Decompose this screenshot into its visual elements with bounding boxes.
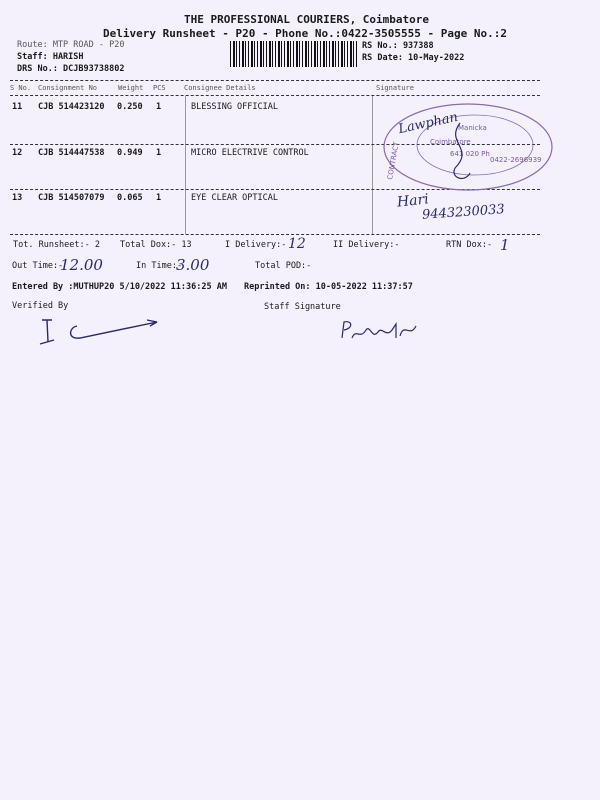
barcode-image [230, 41, 358, 67]
ii-delivery: II Delivery:- [333, 240, 400, 250]
row-consignee: BLESSING OFFICIAL [191, 102, 278, 112]
col-consignment: Consignment No [38, 84, 98, 92]
rs-date: RS Date: 10-May-2022 [362, 53, 465, 63]
reprinted-on: Reprinted On: 10-05-2022 11:37:57 [244, 282, 413, 292]
entered-by: Entered By :MUTHUP20 5/10/2022 11:36:25 AM [12, 282, 227, 292]
out-time: Out Time:- [12, 261, 64, 271]
rtn-dox-value: 1 [500, 236, 510, 254]
signature-row-13-name: Hari [396, 191, 430, 211]
column-rule [372, 96, 373, 234]
drs-number: DRS No.: DCJB93738802 [17, 64, 125, 74]
col-weight: Weight [118, 84, 144, 92]
out-time-value: 12.00 [60, 256, 103, 274]
i-delivery-value: 12 [288, 236, 306, 252]
stamp-ring-text: CONTRACT [386, 141, 401, 181]
row-weight: 0.949 [117, 148, 143, 158]
row-pcs: 1 [156, 102, 162, 112]
stamp-line-1: Manicka [458, 124, 487, 132]
divider [10, 234, 540, 235]
staff-signature [338, 316, 423, 346]
col-signature: Signature [376, 84, 414, 92]
verifier-signature [32, 312, 167, 352]
total-dox: Total Dox:- 13 [120, 240, 192, 250]
tot-runsheet: Tot. Runsheet:- 2 [13, 240, 100, 250]
row-sno: 12 [12, 148, 23, 158]
col-pcs: PCS [153, 84, 166, 92]
signature-scribble [440, 118, 480, 188]
verified-by-label: Verified By [12, 301, 69, 311]
in-time: In Time:- [136, 261, 183, 271]
column-rule [185, 96, 186, 234]
stamp-line-2: Coimbatore [430, 138, 471, 146]
row-consignee: MICRO ELECTRIVE CONTROL [191, 148, 309, 158]
in-time-value: 3.00 [176, 256, 210, 274]
row-consignee: EYE CLEAR OPTICAL [191, 193, 278, 203]
row-consignment: CJB 514507079 [38, 193, 105, 203]
route-label: Route: MTP ROAD - P20 [17, 40, 125, 50]
i-delivery: I Delivery:- [225, 240, 287, 250]
row-weight: 0.065 [117, 193, 143, 203]
row-sno: 13 [12, 193, 23, 203]
divider [10, 80, 540, 81]
row-weight: 0.250 [117, 102, 143, 112]
signature-row-13-phone: 9443230033 [421, 202, 506, 223]
rs-number: RS No.: 937388 [362, 41, 434, 51]
col-sno: S No. [10, 84, 32, 92]
stamp-phone: 0422-2696939 [490, 156, 542, 164]
total-pod: Total POD:- [255, 261, 312, 271]
staff-signature-label: Staff Signature [264, 302, 341, 312]
divider [10, 95, 540, 96]
row-pcs: 1 [156, 148, 162, 158]
stamp-line-3: 641 020 Ph [450, 150, 490, 158]
runsheet-title: Delivery Runsheet - P20 - Phone No.:0422-3505555 - Page No.:2 [103, 27, 507, 40]
row-consignment: CJB 514423120 [38, 102, 105, 112]
signature-row-11: Lawphan [397, 109, 460, 138]
staff-label: Staff: HARISH [17, 52, 84, 62]
company-title: THE PROFESSIONAL COURIERS, Coimbatore [184, 13, 430, 26]
col-consignee: Consignee Details [184, 84, 256, 92]
row-pcs: 1 [156, 193, 162, 203]
row-consignment: CJB 514447538 [38, 148, 105, 158]
row-sno: 11 [12, 102, 23, 112]
rtn-dox: RTN Dox:- [446, 240, 493, 250]
